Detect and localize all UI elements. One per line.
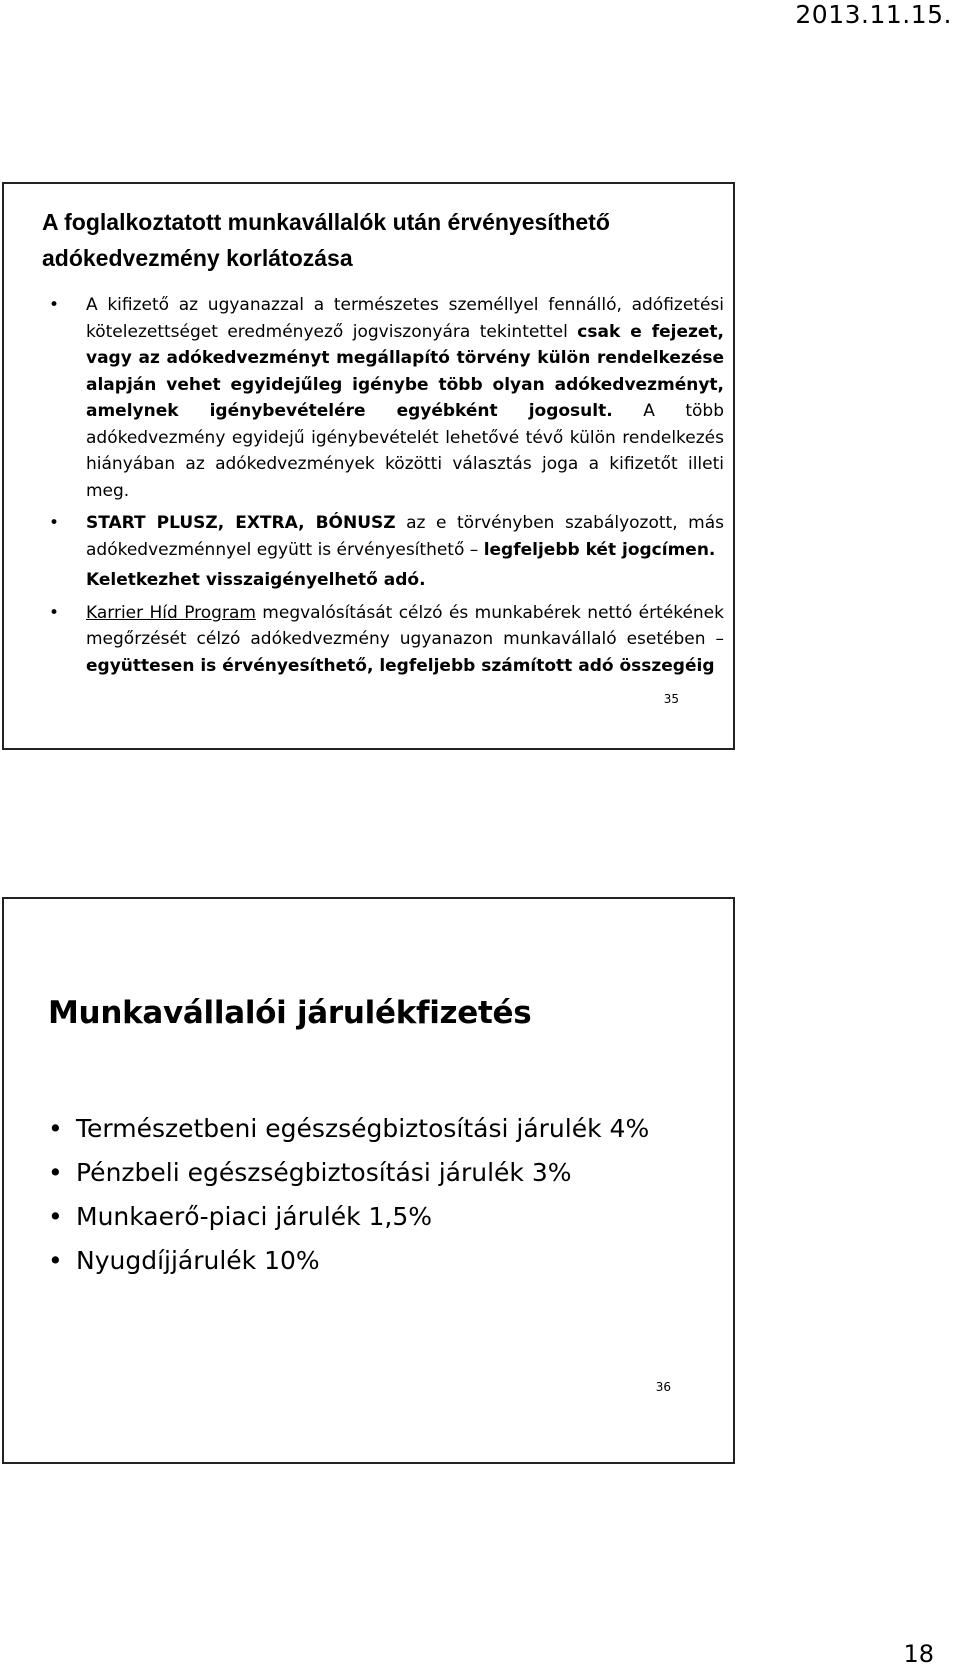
- slide-title: Munkavállalói járulékfizetés: [48, 995, 532, 1031]
- page-date: 2013.11.15.: [795, 0, 952, 29]
- bullet-icon: •: [48, 1202, 63, 1231]
- list-item: [48, 1107, 649, 1151]
- text-run-bold: START PLUSZ, EXTRA, BÓNUSZ: [86, 513, 396, 533]
- bullet-icon: •: [48, 1158, 63, 1187]
- text-run: az e törvényben szabályozott, más adókedvezménnyel együtt is érvényesíthető –: [86, 513, 724, 560]
- text-run-bold: Keletkezhet visszaigényelhető adó.: [86, 570, 426, 590]
- bullet-list: [48, 1107, 649, 1283]
- bullet-icon: •: [49, 513, 60, 533]
- list-item-text: Nyugdíjjárulék 10%: [76, 1246, 320, 1275]
- bullet-icon: •: [48, 1114, 63, 1143]
- list-item: [48, 1151, 649, 1195]
- slide-number: 35: [663, 692, 679, 706]
- slide-title: A foglalkoztatott munkavállalók után érvényesíthető adókedvezmény korlátozása: [42, 209, 610, 271]
- list-item-text: [86, 600, 724, 680]
- list-item-text: Pénzbeli egészségbiztosítási járulék 3%: [76, 1158, 572, 1187]
- list-item: [48, 1239, 649, 1283]
- list-item-text: Munkaerő-piaci járulék 1,5%: [76, 1202, 433, 1231]
- text-run-underlined: Karrier Híd Program: [86, 602, 256, 623]
- list-item: [44, 600, 724, 680]
- text-run: A kifizető az ugyanazzal a természetes személlyel fennálló, adófizetési kötelezettséget eredményező jogviszonyára tekintettel: [86, 295, 724, 342]
- bullet-list: [44, 292, 724, 685]
- slide-35: [2, 182, 735, 750]
- text-run-bold: együttesen is érvényesíthető, legfeljebb számított adó összegéig: [86, 655, 715, 676]
- list-item-text: [86, 510, 724, 563]
- page-number: 18: [903, 1640, 934, 1668]
- bullet-icon: •: [48, 1246, 63, 1275]
- text-run-bold: legfeljebb két jogcímen.: [483, 539, 716, 560]
- list-item-text: Természetbeni egészségbiztosítási járulék 4%: [76, 1114, 650, 1143]
- list-item-text: [86, 292, 724, 504]
- slide-number: 36: [655, 1380, 671, 1394]
- bullet-icon: •: [49, 295, 60, 315]
- text-run: A több adókedvezmény egyidejű igénybevételét lehetővé tévő külön rendelkezés hiányában az adókedvezmények közötti választás joga a kifizetőt illeti meg.: [86, 401, 724, 501]
- slide-36: [2, 897, 735, 1464]
- list-item: [44, 292, 724, 504]
- bullet-icon: •: [49, 602, 60, 623]
- list-item: [48, 1195, 649, 1239]
- list-item: [44, 510, 724, 594]
- text-run: megvalósítását célzó és munkabérek nettó értékének megőrzését célzó adókedvezmény ugyanazon munkavállaló esetében –: [86, 602, 724, 649]
- text-run-bold: csak e fejezet, vagy az adókedvezményt megállapító törvény külön rendelkezése alapján vehet egyidejűleg igénybe több olyan adókedvezményt, amelynek igénybevételére egyébként jogosult.: [86, 321, 724, 421]
- list-item-note: [86, 567, 724, 594]
